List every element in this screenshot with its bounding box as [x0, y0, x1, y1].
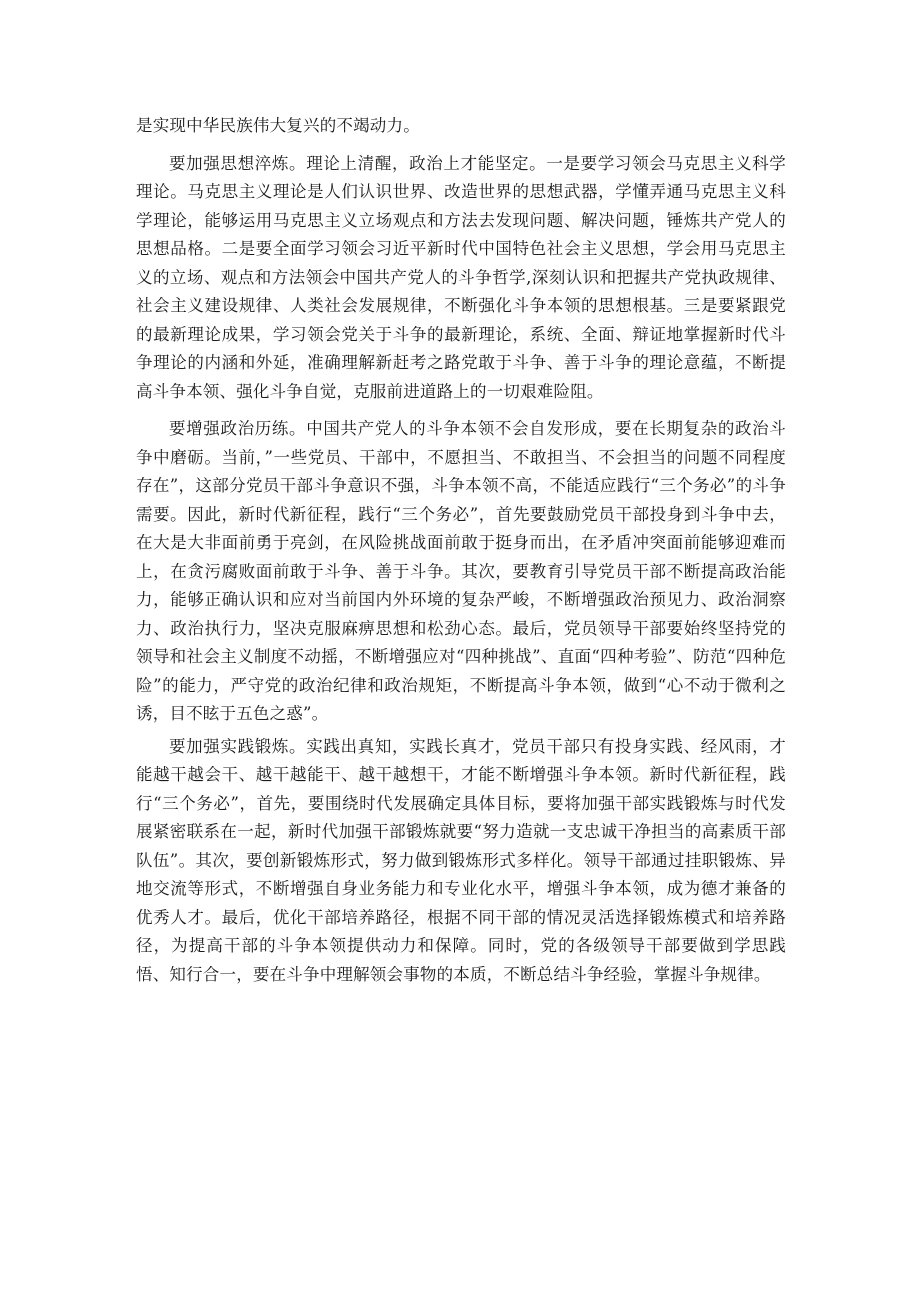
paragraph-ideological-tempering: 要加强思想淬炼。理论上清醒，政治上才能坚定。一是要学习领会马克思主义科学理论。马克思主义理论是人们认识世界、改造世界的思想武器，学懂弄通马克思主义科学理论，能够运用马克思主义立场观点和方法去发现问题、解决问题，锤炼共产党人的思想品格。二是要全面学习领会习近平新时代中国特色社会主义思想，学会用马克思主义的立场、观点和方法领会中国共产党人的斗争哲学,深刻认识和把握共产党执政规律、社会主义建设规律、人类社会发展规律，不断强化斗争本领的思想根基。三是要紧跟党的最新理论成果，学习领会党关于斗争的最新理论，系统、全面、辩证地掌握新时代斗争理论的内涵和外延，准确理解新赶考之路党敢于斗争、善于斗争的理论意蕴，不断提高斗争本领、强化斗争自觉，克服前进道路上的一切艰难险阻。	[136, 153, 786, 401]
paragraph-political-training: 要增强政治历练。中国共产党人的斗争本领不会自发形成，要在长期复杂的政治斗争中磨砺。当前，”一些党员、干部中，不愿担当、不敢担当、不会担当的问题不同程度存在”，这部分党员干部斗争意识不强，斗争本领不高，不能适应践行“三个务必”的斗争需要。因此，新时代新征程，践行“三个务必”，首先要鼓励党员干部投身到斗争中去，在大是大非面前勇于亮剑，在风险挑战面前敢于挺身而出，在矛盾冲突面前能够迎难而上，在贪污腐败面前敢于斗争、善于斗争。其次，要教育引导党员干部不断提高政治能力，能够正确认识和应对当前国内外环境的复杂严峻，不断增强政治预见力、政治洞察力、政治执行力，坚决克服麻痹思想和松劲心态。最后，党员领导干部要始终坚持党的领导和社会主义制度不动摇，不断增强应对“四种挑战”、直面“四种考验”、防范“四种危险”的能力，严守党的政治纪律和政治规矩，不断提高斗争本领，做到“心不动于微利之诱，目不眩于五色之惑”。	[136, 419, 786, 723]
document-body	[136, 112, 786, 989]
paragraph-practical-training: 要加强实践锻炼。实践出真知，实践长真才，党员干部只有投身实践、经风雨，才能越干越会干、越干越能干、越干越想干，才能不断增强斗争本领。新时代新征程，践行“三个务必”，首先，要围绕时代发展确定具体目标，要将加强干部实践锻炼与时代发展紧密联系在一起，新时代加强干部锻炼就要“努力造就一支忠诚干净担当的高素质干部队伍”。其次，要创新锻炼形式，努力做到锻炼形式多样化。领导干部通过挂职锻炼、异地交流等形式，不断增强自身业务能力和专业化水平，增强斗争本领，成为德才兼备的优秀人才。最后，优化干部培养路径，根据不同干部的情况灵活选择锻炼模式和培养路径，为提高干部的斗争本领提供动力和保障。同时，党的各级领导干部要做到学思践悟、知行合一，要在斗争中理解领会事物的本质，不断总结斗争经验，掌握斗争规律。	[136, 736, 786, 984]
paragraph-continuation: 是实现中华民族伟大复兴的不竭动力。	[136, 116, 420, 135]
